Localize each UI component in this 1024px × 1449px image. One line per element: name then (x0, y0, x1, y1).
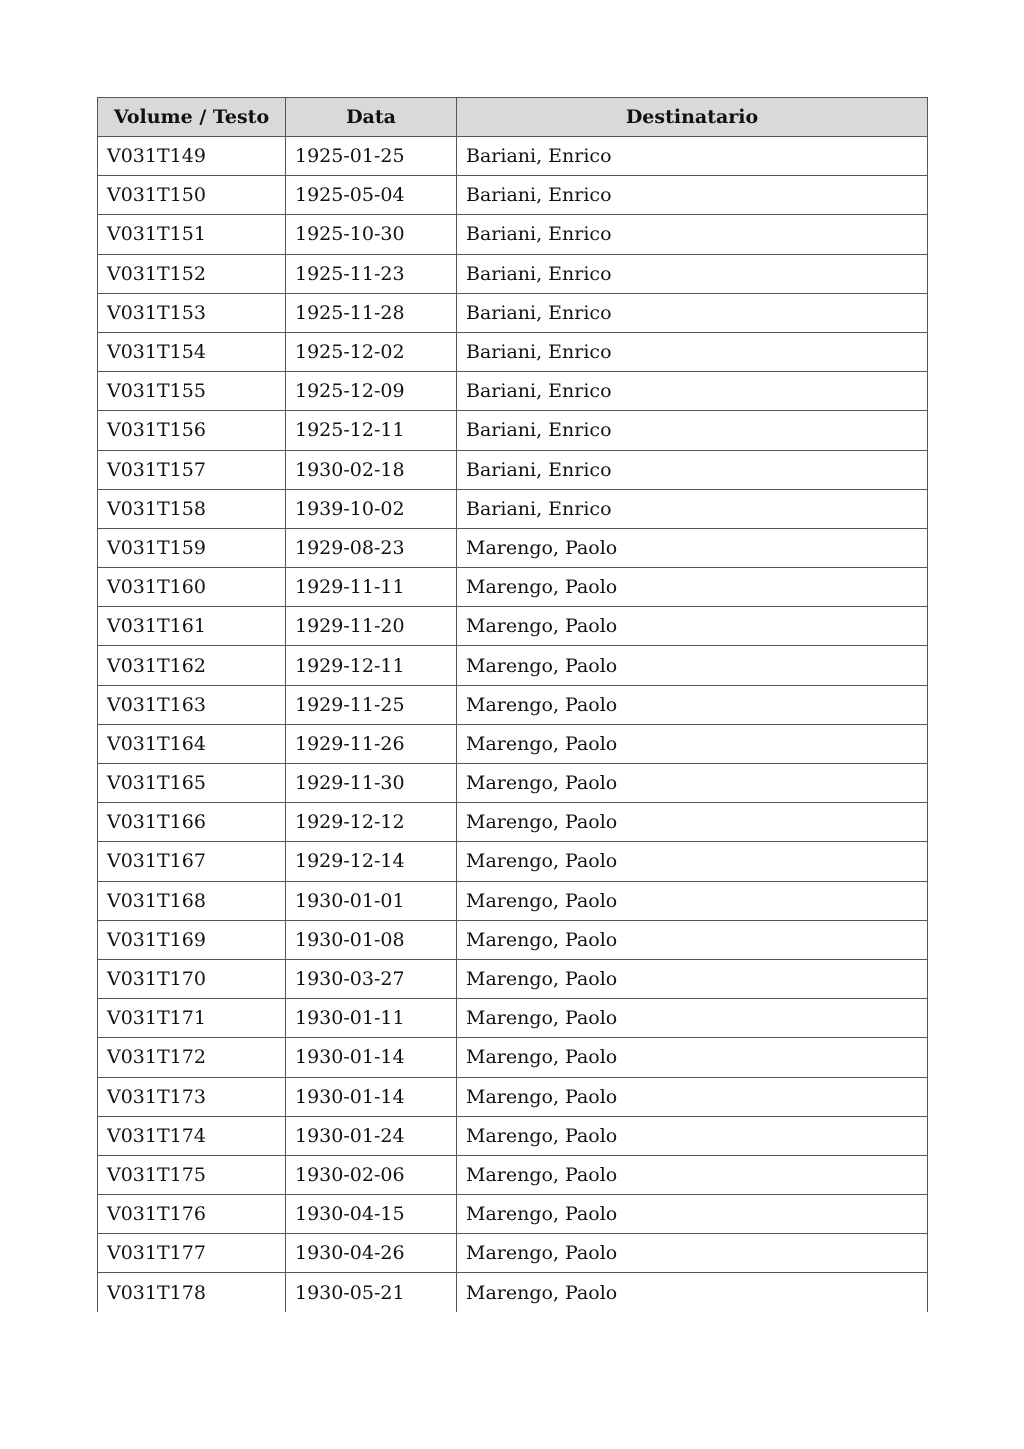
table-row (98, 332, 928, 371)
cell-data: 1925-01-25 (286, 137, 457, 176)
table-body (98, 137, 928, 1313)
table-row (98, 1038, 928, 1077)
table-row (98, 999, 928, 1038)
cell-destinatario: Marengo, Paolo (457, 685, 928, 724)
cell-destinatario: Marengo, Paolo (457, 724, 928, 763)
cell-volume-testo: V031T160 (98, 568, 286, 607)
cell-data: 1929-12-11 (286, 646, 457, 685)
cell-data: 1930-04-26 (286, 1234, 457, 1273)
cell-destinatario: Marengo, Paolo (457, 646, 928, 685)
cell-volume-testo: V031T157 (98, 450, 286, 489)
table-row (98, 372, 928, 411)
cell-data: 1929-11-11 (286, 568, 457, 607)
cell-destinatario: Marengo, Paolo (457, 803, 928, 842)
cell-destinatario: Marengo, Paolo (457, 842, 928, 881)
cell-destinatario: Bariani, Enrico (457, 215, 928, 254)
cell-destinatario: Bariani, Enrico (457, 489, 928, 528)
cell-data: 1929-08-23 (286, 528, 457, 567)
cell-volume-testo: V031T154 (98, 332, 286, 371)
cell-volume-testo: V031T167 (98, 842, 286, 881)
table-row (98, 646, 928, 685)
cell-destinatario: Bariani, Enrico (457, 176, 928, 215)
cell-destinatario: Bariani, Enrico (457, 254, 928, 293)
cell-volume-testo: V031T156 (98, 411, 286, 450)
table-row (98, 293, 928, 332)
cell-volume-testo: V031T159 (98, 528, 286, 567)
cell-destinatario: Marengo, Paolo (457, 920, 928, 959)
cell-data: 1925-12-02 (286, 332, 457, 371)
table-row (98, 528, 928, 567)
cell-volume-testo: V031T153 (98, 293, 286, 332)
cell-data: 1929-11-26 (286, 724, 457, 763)
cell-destinatario: Marengo, Paolo (457, 999, 928, 1038)
cell-destinatario: Marengo, Paolo (457, 1038, 928, 1077)
cell-destinatario: Marengo, Paolo (457, 764, 928, 803)
cell-volume-testo: V031T175 (98, 1155, 286, 1194)
cell-data: 1925-05-04 (286, 176, 457, 215)
cell-data: 1939-10-02 (286, 489, 457, 528)
cell-destinatario: Marengo, Paolo (457, 1077, 928, 1116)
cell-data: 1930-02-18 (286, 450, 457, 489)
cell-volume-testo: V031T171 (98, 999, 286, 1038)
table-row (98, 1077, 928, 1116)
cell-data: 1929-12-12 (286, 803, 457, 842)
cell-data: 1930-01-01 (286, 881, 457, 920)
cell-data: 1930-04-15 (286, 1195, 457, 1234)
table-header (98, 98, 928, 137)
cell-data: 1929-11-20 (286, 607, 457, 646)
cell-destinatario: Marengo, Paolo (457, 607, 928, 646)
table-row (98, 411, 928, 450)
header-destinatario: Destinatario (457, 98, 928, 137)
cell-volume-testo: V031T152 (98, 254, 286, 293)
cell-data: 1925-11-28 (286, 293, 457, 332)
table-row (98, 724, 928, 763)
table-row (98, 1195, 928, 1234)
cell-volume-testo: V031T165 (98, 764, 286, 803)
table-row (98, 254, 928, 293)
cell-destinatario: Marengo, Paolo (457, 568, 928, 607)
cell-volume-testo: V031T158 (98, 489, 286, 528)
cell-volume-testo: V031T169 (98, 920, 286, 959)
cell-volume-testo: V031T155 (98, 372, 286, 411)
cell-volume-testo: V031T173 (98, 1077, 286, 1116)
table-row (98, 1234, 928, 1273)
table-row (98, 450, 928, 489)
cell-volume-testo: V031T177 (98, 1234, 286, 1273)
cell-data: 1929-11-25 (286, 685, 457, 724)
cell-destinatario: Bariani, Enrico (457, 137, 928, 176)
letters-table (97, 97, 928, 1312)
cell-data: 1930-05-21 (286, 1273, 457, 1312)
cell-data: 1930-01-14 (286, 1038, 457, 1077)
cell-volume-testo: V031T166 (98, 803, 286, 842)
table-row (98, 568, 928, 607)
cell-volume-testo: V031T170 (98, 959, 286, 998)
table-row (98, 176, 928, 215)
cell-destinatario: Bariani, Enrico (457, 332, 928, 371)
table-row (98, 842, 928, 881)
table-row (98, 764, 928, 803)
cell-data: 1930-01-24 (286, 1116, 457, 1155)
cell-volume-testo: V031T178 (98, 1273, 286, 1312)
cell-destinatario: Bariani, Enrico (457, 372, 928, 411)
cell-destinatario: Marengo, Paolo (457, 1234, 928, 1273)
cell-volume-testo: V031T176 (98, 1195, 286, 1234)
cell-data: 1925-12-11 (286, 411, 457, 450)
cell-volume-testo: V031T149 (98, 137, 286, 176)
cell-destinatario: Marengo, Paolo (457, 1155, 928, 1194)
table-row (98, 137, 928, 176)
cell-data: 1925-10-30 (286, 215, 457, 254)
table-row (98, 607, 928, 646)
table-row (98, 803, 928, 842)
table-row (98, 881, 928, 920)
cell-volume-testo: V031T174 (98, 1116, 286, 1155)
cell-volume-testo: V031T172 (98, 1038, 286, 1077)
header-data: Data (286, 98, 457, 137)
cell-data: 1930-01-14 (286, 1077, 457, 1116)
header-row (98, 98, 928, 137)
table-row (98, 215, 928, 254)
table-row (98, 489, 928, 528)
cell-destinatario: Bariani, Enrico (457, 450, 928, 489)
cell-volume-testo: V031T164 (98, 724, 286, 763)
table-row (98, 1273, 928, 1312)
cell-destinatario: Bariani, Enrico (457, 293, 928, 332)
cell-destinatario: Marengo, Paolo (457, 528, 928, 567)
cell-volume-testo: V031T161 (98, 607, 286, 646)
cell-volume-testo: V031T162 (98, 646, 286, 685)
cell-volume-testo: V031T168 (98, 881, 286, 920)
cell-data: 1930-03-27 (286, 959, 457, 998)
cell-data: 1930-02-06 (286, 1155, 457, 1194)
cell-data: 1925-12-09 (286, 372, 457, 411)
table-row (98, 1116, 928, 1155)
cell-destinatario: Marengo, Paolo (457, 1273, 928, 1312)
cell-volume-testo: V031T150 (98, 176, 286, 215)
table-row (98, 685, 928, 724)
cell-destinatario: Marengo, Paolo (457, 1116, 928, 1155)
cell-destinatario: Marengo, Paolo (457, 1195, 928, 1234)
table-row (98, 959, 928, 998)
cell-destinatario: Bariani, Enrico (457, 411, 928, 450)
table-row (98, 1155, 928, 1194)
cell-volume-testo: V031T151 (98, 215, 286, 254)
cell-destinatario: Marengo, Paolo (457, 959, 928, 998)
cell-data: 1930-01-08 (286, 920, 457, 959)
header-volume-testo: Volume / Testo (98, 98, 286, 137)
cell-destinatario: Marengo, Paolo (457, 881, 928, 920)
cell-volume-testo: V031T163 (98, 685, 286, 724)
cell-data: 1930-01-11 (286, 999, 457, 1038)
cell-data: 1929-11-30 (286, 764, 457, 803)
table-row (98, 920, 928, 959)
cell-data: 1925-11-23 (286, 254, 457, 293)
cell-data: 1929-12-14 (286, 842, 457, 881)
